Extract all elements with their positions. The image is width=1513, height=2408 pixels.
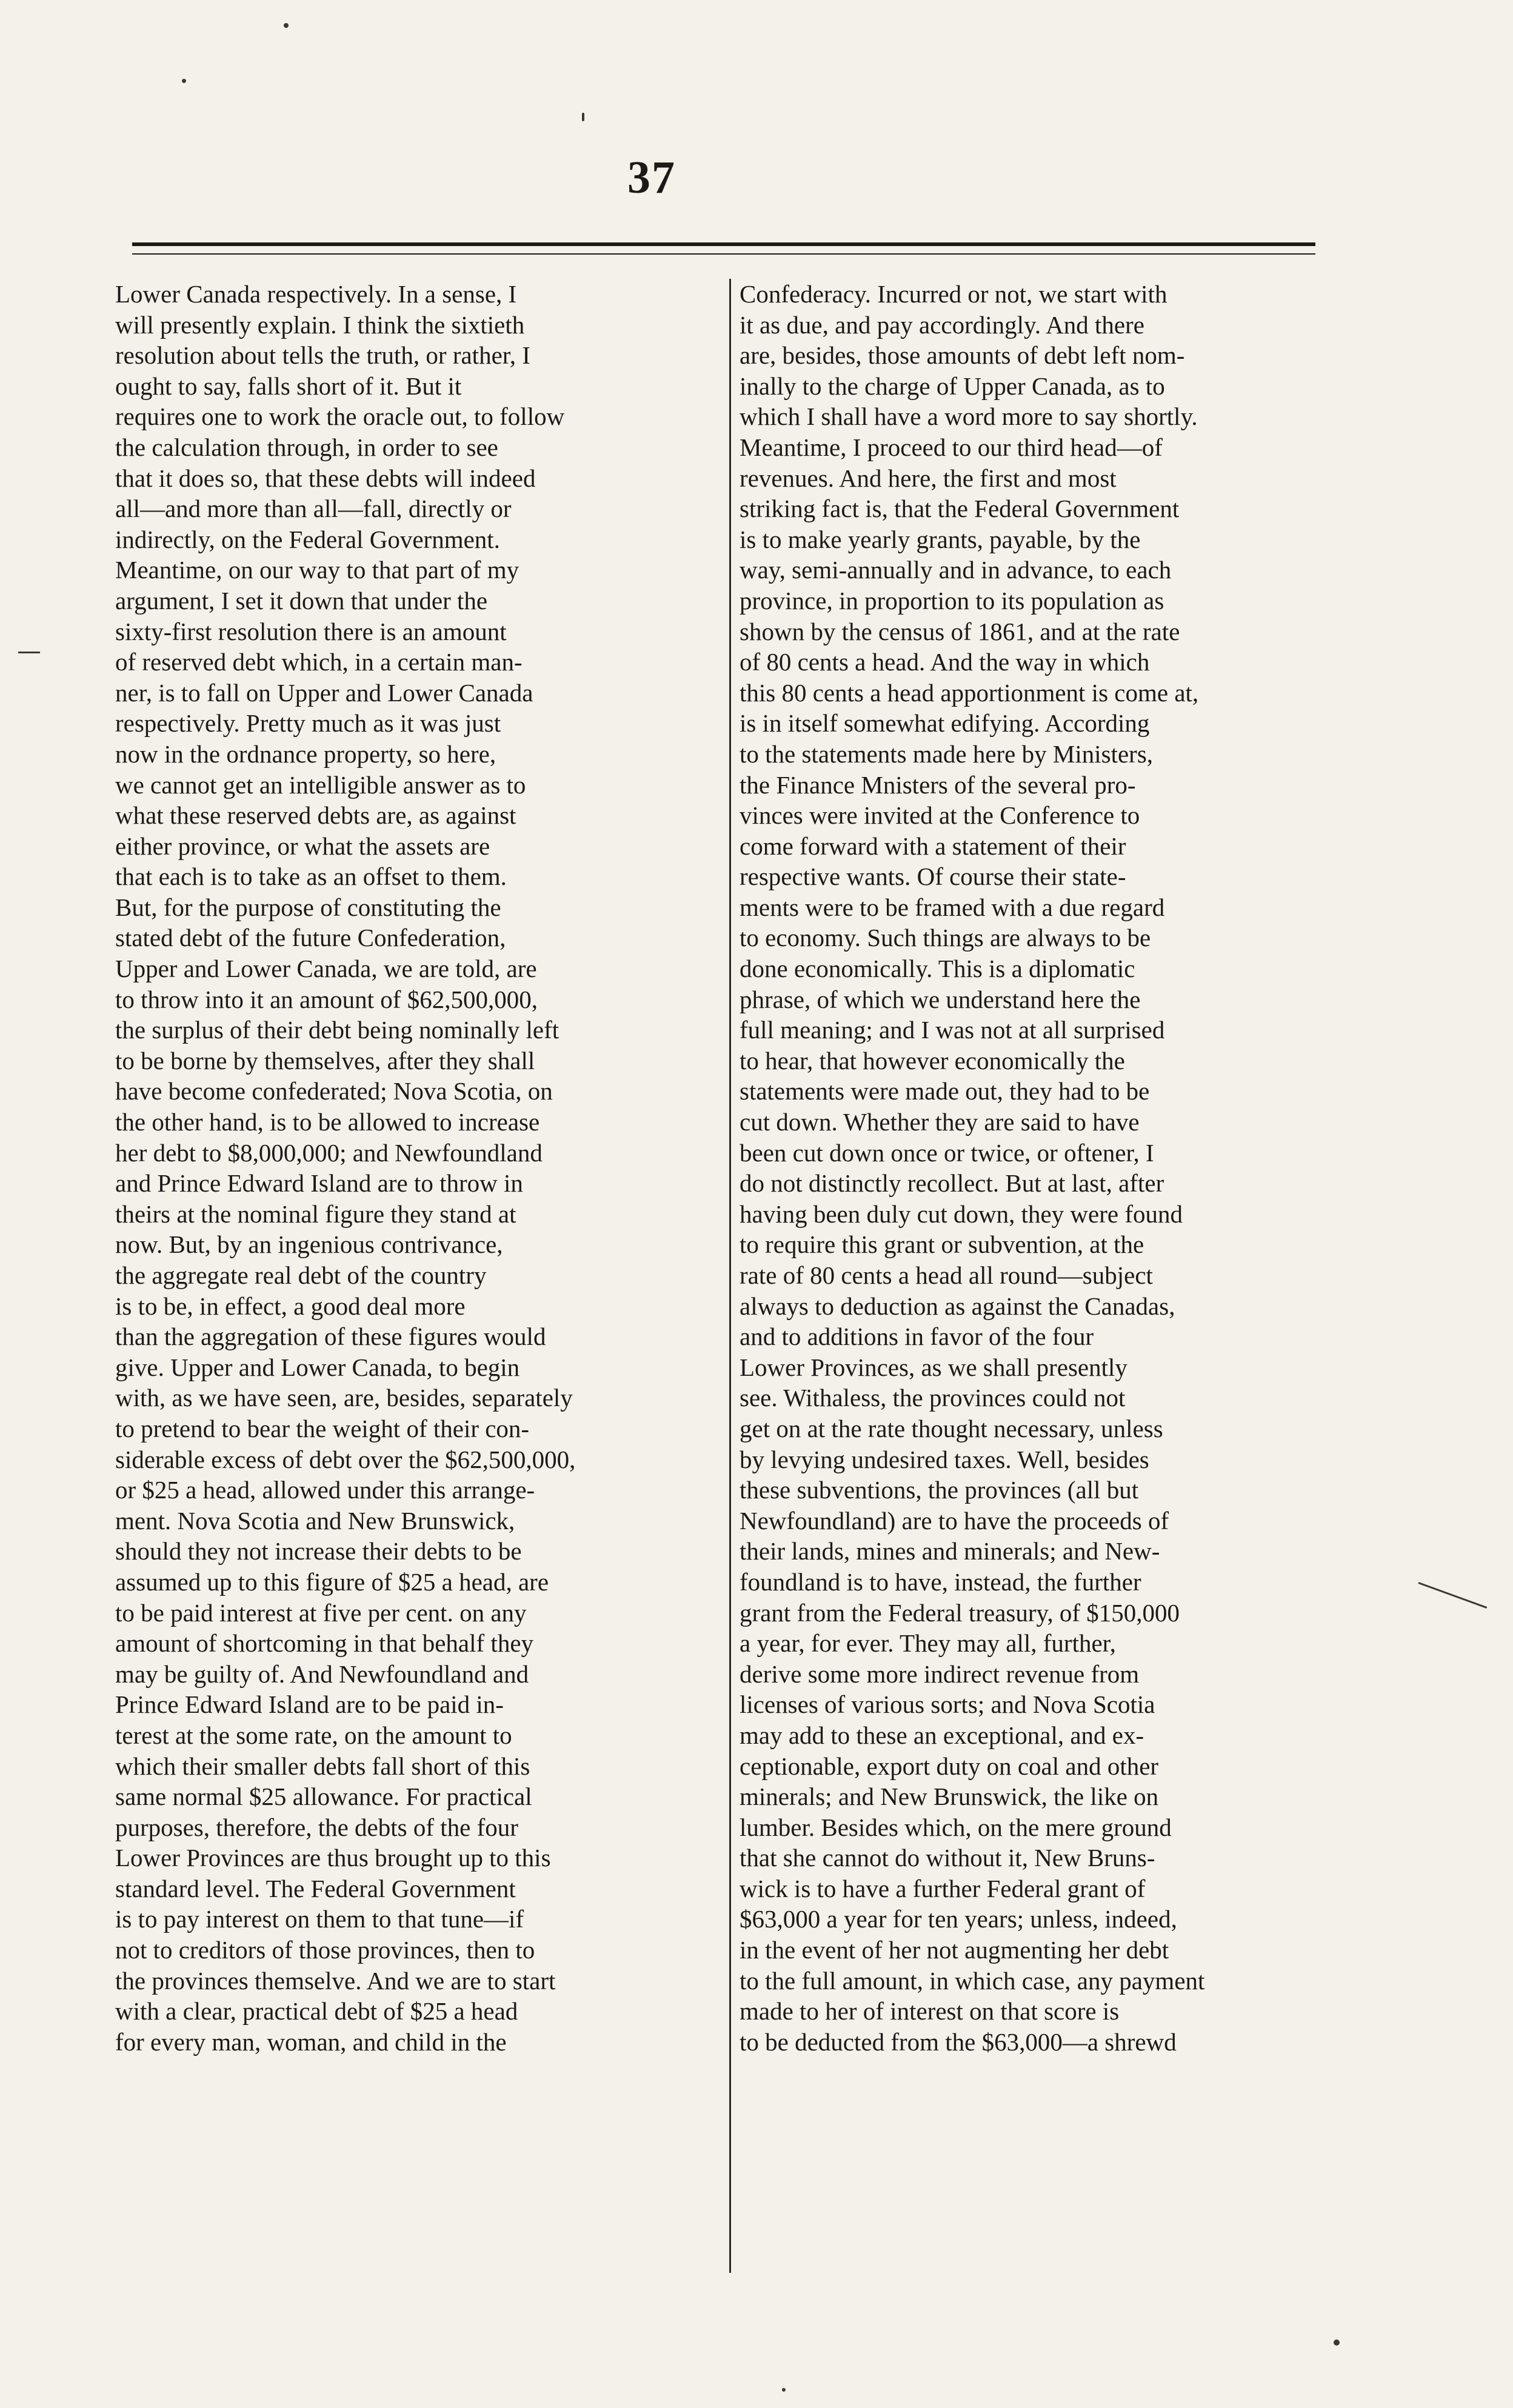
left-column-line: to be borne by themselves, after they shall [115,1046,535,1075]
left-column-line: stated debt of the future Confederation, [115,924,506,952]
left-column-line: for every man, woman, and child in the [115,2027,507,2056]
right-column-line: it as due, and pay accordingly. And there [740,310,1144,339]
right-column-line: striking fact is, that the Federal Government [740,495,1180,523]
left-column-line: the aggregate real debt of the country [115,1261,487,1289]
left-column-line: of reserved debt which, in a certain man- [115,648,523,676]
left-column-line: to throw into it an amount of $62,500,000, [115,985,538,1013]
left-column-line: purposes, therefore, the debts of the four [115,1813,518,1841]
column-divider [729,279,731,2273]
left-column-line: now. But, by an ingenious contrivance, [115,1230,503,1259]
right-column-line: wick is to have a further Federal grant of [740,1874,1146,1903]
right-column-line: are, besides, those amounts of debt left nom- [740,341,1185,370]
right-column-line: these subventions, the provinces (all but [740,1476,1139,1504]
right-column-line: inally to the charge of Upper Canada, as to [740,372,1165,400]
right-column-line: get on at the rate thought necessary, unless [740,1414,1163,1442]
left-column-line: standard level. The Federal Government [115,1874,516,1903]
right-column-line: rate of 80 cents a head all round—subject [740,1261,1153,1289]
right-column-line: done economically. This is a diplomatic [740,955,1135,983]
right-column-line: been cut down once or twice, or oftener, I [740,1138,1154,1167]
right-column-line: of 80 cents a head. And the way in which [740,648,1150,676]
right-column-line: ments were to be framed with a due regard [740,893,1165,921]
right-column-line: way, semi-annually and in advance, to each [740,556,1172,584]
right-column-line: minerals; and New Brunswick, the like on [740,1783,1159,1811]
left-column-line: will presently explain. I think the sixtieth [115,310,525,339]
right-column-line: that she cannot do without it, New Bruns- [740,1844,1155,1872]
right-column-line: grant from the Federal treasury, of $150,000 [740,1598,1180,1627]
right-column-line: and to additions in favor of the four [740,1322,1094,1351]
left-column-line: assumed up to this figure of $25 a head, are [115,1567,549,1596]
right-column-line: vinces were invited at the Conference to [740,801,1140,830]
right-column-line: having been duly cut down, they were found [740,1199,1183,1228]
right-column-line: revenues. And here, the first and most [740,464,1117,492]
right-column-line: may add to these an exceptional, and ex- [740,1721,1144,1749]
right-column-line: to require this grant or subvention, at the [740,1230,1144,1259]
left-column-line: may be guilty of. And Newfoundland and [115,1659,529,1688]
left-column-line: that each is to take as an offset to them. [115,862,507,891]
left-column-line: sixty-first resolution there is an amount [115,617,507,645]
left-column-line: the other hand, is to be allowed to increase [115,1108,540,1136]
right-column-line: to the statements made here by Ministers, [740,739,1154,768]
print-speck [182,79,186,83]
right-column-line: come forward with a statement of their [740,832,1126,860]
left-column-line: all—and more than all—fall, directly or [115,495,512,523]
left-column-line: the provinces themselve. And we are to start [115,1966,556,1995]
right-column-line: by levying undesired taxes. Well, besides [740,1445,1149,1473]
right-column-line: derive some more indirect revenue from [740,1659,1140,1688]
margin-mark [18,652,40,653]
left-column-line: we cannot get an intelligible answer as to [115,770,526,799]
left-column-line: indirectly, on the Federal Government. [115,525,500,553]
left-column-line: and Prince Edward Island are to throw in [115,1169,523,1198]
print-speck [1334,2340,1340,2346]
right-column-line: is in itself somewhat edifying. According [740,709,1150,738]
left-column-line: respectively. Pretty much as it was just [115,709,501,738]
left-column-line: siderable excess of debt over the $62,500,000, [115,1445,576,1473]
right-column-line: cut down. Whether they are said to have [740,1108,1140,1136]
right-column-line: this 80 cents a head apportionment is come at, [740,678,1199,707]
left-column-line: the surplus of their debt being nominally left [115,1016,559,1044]
right-column-line: the Finance Mnisters of the several pro- [740,770,1136,799]
right-column-line: do not distinctly recollect. But at last, after [740,1169,1164,1198]
left-column-line: Prince Edward Island are to be paid in- [115,1690,504,1719]
left-column-line: that it does so, that these debts will indeed [115,464,536,492]
header-rule-thick [132,242,1315,246]
left-column-line: requires one to work the oracle out, to follow [115,402,565,431]
page-number: 37 [627,152,676,203]
left-column-line: her debt to $8,000,000; and Newfoundland [115,1138,543,1167]
left-column-line: give. Upper and Lower Canada, to begin [115,1353,520,1381]
header-rule-thin [132,253,1315,255]
left-column-line: the calculation through, in order to see [115,433,498,461]
left-column-line: with a clear, practical debt of $25 a head [115,1997,518,2026]
right-column-line: to be deducted from the $63,000—a shrewd [740,2027,1177,2056]
right-column-line: $63,000 a year for ten years; unless, indeed, [740,1905,1177,1933]
right-column-line: respective wants. Of course their state- [740,862,1126,891]
left-column-line: with, as we have seen, are, besides, separately [115,1384,573,1412]
right-column [740,279,1340,2057]
left-column-line: not to creditors of those provinces, then to [115,1936,535,1964]
right-column-line: in the event of her not augmenting her debt [740,1936,1169,1964]
right-column-line: Newfoundland) are to have the proceeds of [740,1506,1169,1535]
left-column-line: Upper and Lower Canada, we are told, are [115,955,537,983]
left-column-line: to be paid interest at five per cent. on any [115,1598,527,1627]
left-column-line: argument, I set it down that under the [115,586,488,615]
right-column-line: which I shall have a word more to say shortly. [740,402,1198,431]
left-column-line: ment. Nova Scotia and New Brunswick, [115,1506,515,1535]
right-column-line: Confederacy. Incurred or not, we start with [740,280,1167,308]
right-column-line: foundland is to have, instead, the further [740,1567,1141,1596]
right-column-line: made to her of interest on that score is [740,1997,1120,2026]
left-column-line: But, for the purpose of constituting the [115,893,501,921]
right-column-line: statements were made out, they had to be [740,1077,1150,1106]
right-column-line: lumber. Besides which, on the mere ground [740,1813,1172,1841]
right-column-line: always to deduction as against the Canadas, [740,1292,1175,1320]
left-column-line: now in the ordnance property, so here, [115,739,496,768]
left-column-line: to pretend to bear the weight of their con- [115,1414,530,1442]
left-column-line: or $25 a head, allowed under this arrange- [115,1476,535,1504]
left-column-line: which their smaller debts fall short of this [115,1752,530,1780]
right-column-line: Lower Provinces, as we shall presently [740,1353,1127,1381]
left-column-line: ought to say, falls short of it. But it [115,372,462,400]
right-column-line: to hear, that however economically the [740,1046,1125,1075]
left-column-line: should they not increase their debts to be [115,1537,522,1566]
right-column-line: their lands, mines and minerals; and New- [740,1537,1160,1566]
right-column-line: see. Withaless, the provinces could not [740,1384,1126,1412]
right-column-line: is to make yearly grants, payable, by the [740,525,1141,553]
left-column-line: either province, or what the assets are [115,832,490,860]
margin-mark [1418,1582,1487,1609]
left-column-line: what these reserved debts are, as against [115,801,516,830]
left-column-line: than the aggregation of these figures would [115,1322,546,1351]
left-column [115,279,715,2057]
left-column-line: is to be, in effect, a good deal more [115,1292,466,1320]
right-column-line: province, in proportion to its population as [740,586,1164,615]
left-column-line: ner, is to fall on Upper and Lower Canada [115,678,533,707]
right-column-line: a year, for ever. They may all, further, [740,1629,1116,1658]
left-column-line: theirs at the nominal figure they stand at [115,1199,516,1228]
left-column-line: terest at the some rate, on the amount to [115,1721,512,1749]
print-speck [782,2388,786,2392]
left-column-line: Lower Canada respectively. In a sense, I [115,280,517,308]
right-column-line: to the full amount, in which case, any payment [740,1966,1205,1995]
left-column-line: have become confederated; Nova Scotia, on [115,1077,553,1106]
print-speck [582,113,584,121]
right-column-line: licenses of various sorts; and Nova Scotia [740,1690,1155,1719]
left-column-line: same normal $25 allowance. For practical [115,1783,532,1811]
right-column-line: Meantime, I proceed to our third head—of [740,433,1163,461]
left-column-line: is to pay interest on them to that tune—if [115,1905,524,1933]
right-column-line: ceptionable, export duty on coal and other [740,1752,1159,1780]
right-column-line: phrase, of which we understand here the [740,985,1141,1013]
print-speck [284,23,289,28]
left-column-line: Lower Provinces are thus brought up to this [115,1844,551,1872]
left-column-line: resolution about tells the truth, or rather, I [115,341,530,370]
right-column-line: shown by the census of 1861, and at the rate [740,617,1180,645]
left-column-line: amount of shortcoming in that behalf they [115,1629,534,1658]
right-column-line: full meaning; and I was not at all surprised [740,1016,1165,1044]
right-column-line: to economy. Such things are always to be [740,924,1151,952]
left-column-line: Meantime, on our way to that part of my [115,556,519,584]
